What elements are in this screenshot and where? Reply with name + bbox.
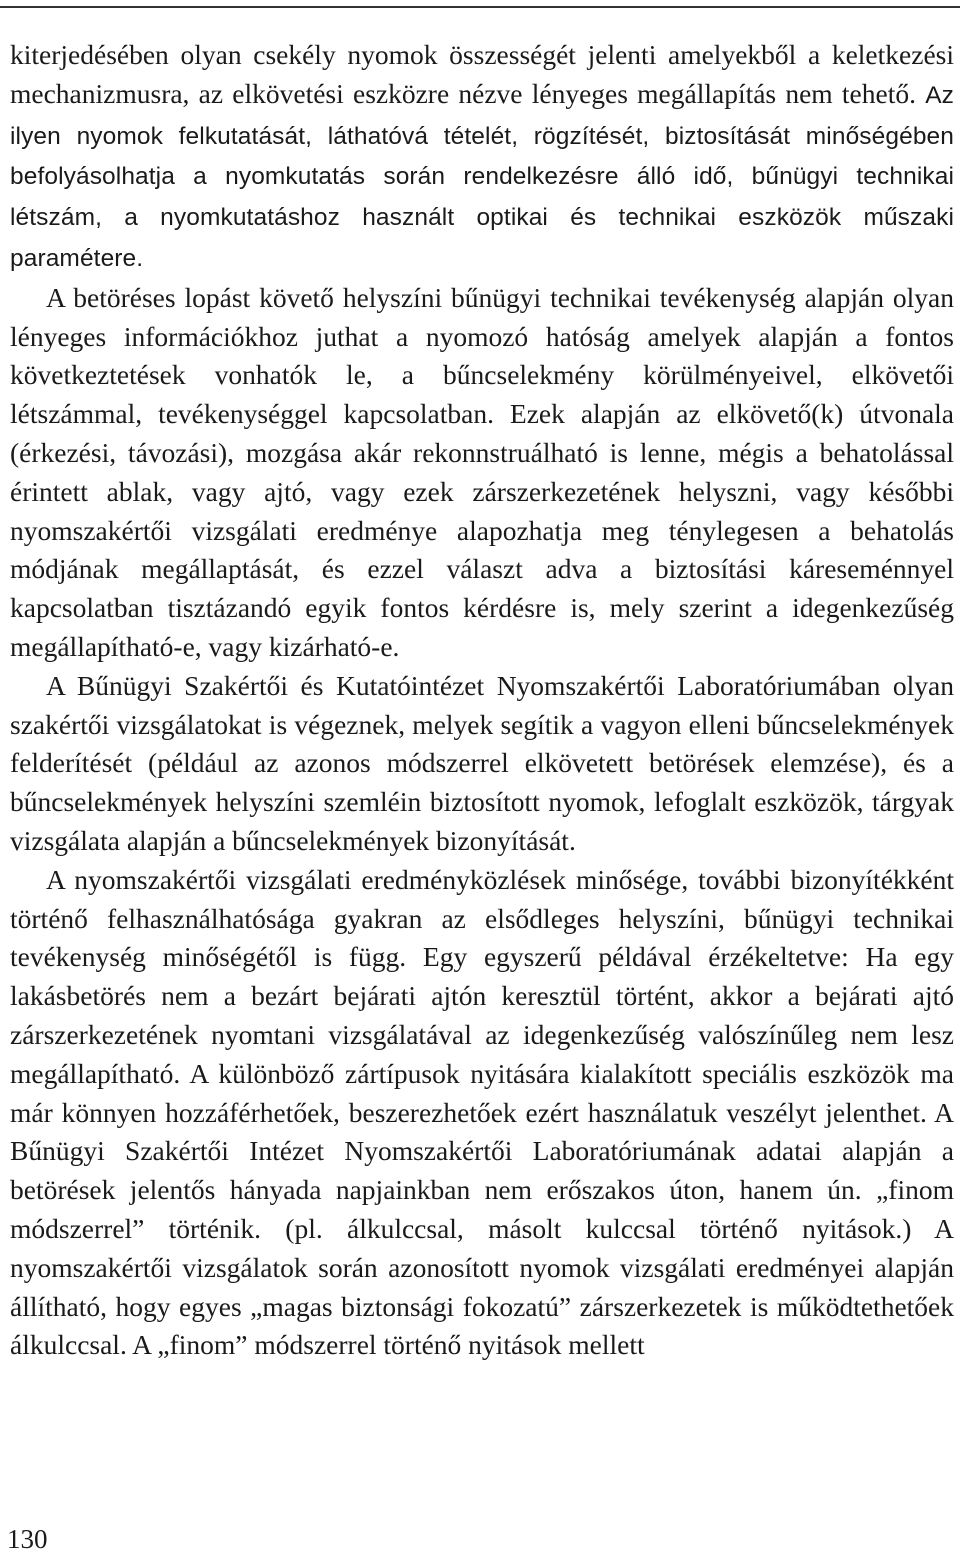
paragraph-4 [10,861,954,1365]
paragraph-3-text: A Bűnügyi Szakértői és Kutatóintézet Nyomszakértői Laboratóriumában olyan szakértői vizsgálatokat is végeznek, melyek segítik a vagyon elleni bűncselekmények felderítését (például az azonos módszerrel elkövetett betörések elemzése), és a bűncselekmények helyszíni szemléin biztosított nyomok, lefoglalt eszközök, tárgyak vizsgálata alapján a bűncselekmények bizonyítását. [10,669,954,856]
page-number: 130 [7,1524,48,1554]
paragraph-2-text: A betöréses lopást követő helyszíni bűnügyi technikai tevékenység alapján olyan lényeges információkhoz juthat a nyomozó hatóság amelyek alapján a fontos következtetések vonhatók le, a bűncselekmény körülményeivel, elkövetői létszámmal, tevékenységgel kapcsolatban. Ezek alapján az elkövető(k) útvonala (érkezési, távozási), mozgása akár rekonnstruálható is lenne, mégis a behatolással érintett ablak, vagy ajtó, vagy ezek zárszerkezetének helyszni, vagy későbbi nyomszakértői vizsgálati eredménye alapozhatja meg ténylegesen a behatolás módjának megállaptását, és ezzel választ adva a biztosítási káreseménnyel kapcsolatban tisztázandó egyik fontos kérdésre is, mely szerint a idegenkezűség megállapítható-e, vagy kizárható-e. [10,281,954,662]
paragraph-3 [10,667,954,861]
paragraph-1-run-2: Az ilyen nyomok felkutatását, láthatóvá tételét, rögzítését, biztosítását minőségében befolyásolhatja a nyomkutatás során rendelkezésre álló idő, bűnügyi technikai létszám, a nyomkutatáshoz használt optikai és technikai eszközök műszaki paramétere. [10,81,954,272]
document-body [10,36,954,1365]
paragraph-4-text: A nyomszakértői vizsgálati eredményközlések minősége, további bizonyítékként történő felhasználhatósága gyakran az elsődleges helyszíni, bűnügyi technikai tevékenység minőségétől is függ. Egy egyszerű példával érzékeltetve: Ha egy lakásbetörés nem a bezárt bejárati ajtón keresztül történt, akkor a bejárati ajtó zárszerkezetének nyomtani vizsgálatával az idegenkezűség valószínűleg nem lesz megállapítható. A különböző zártípusok nyitására kialakított speciális eszközök ma már könnyen hozzáférhetőek, beszerezhetőek ezért használatuk veszélyt jelenthet. A Bűnügyi Szakértői Intézet Nyomszakértői Laboratóriumának adatai alapján a betörések jelentős hányada napjainkban nem erőszakos úton, hanem ún. „finom módszerrel” történik. (pl. álkulccsal, másolt kulccsal történő nyitások.) A nyomszakértői vizsgálatok során azonosított nyomok vizsgálati eredményei alapján állítható, hogy egyes „magas biztonsági fokozatú” zárszerkezetek is működtethetőek álkulccsal. A „finom” módszerrel történő nyitások mellett [10,863,954,1361]
paragraph-1 [10,36,954,279]
paragraph-1-run-1: kiterjedésében olyan csekély nyomok összességét jelenti amelyekből a keletkezési mechanizmusra, az elkövetési eszközre nézve lényeges megállapítás nem tehető. [10,39,954,109]
header-rule [0,6,960,8]
paragraph-2 [10,279,954,667]
